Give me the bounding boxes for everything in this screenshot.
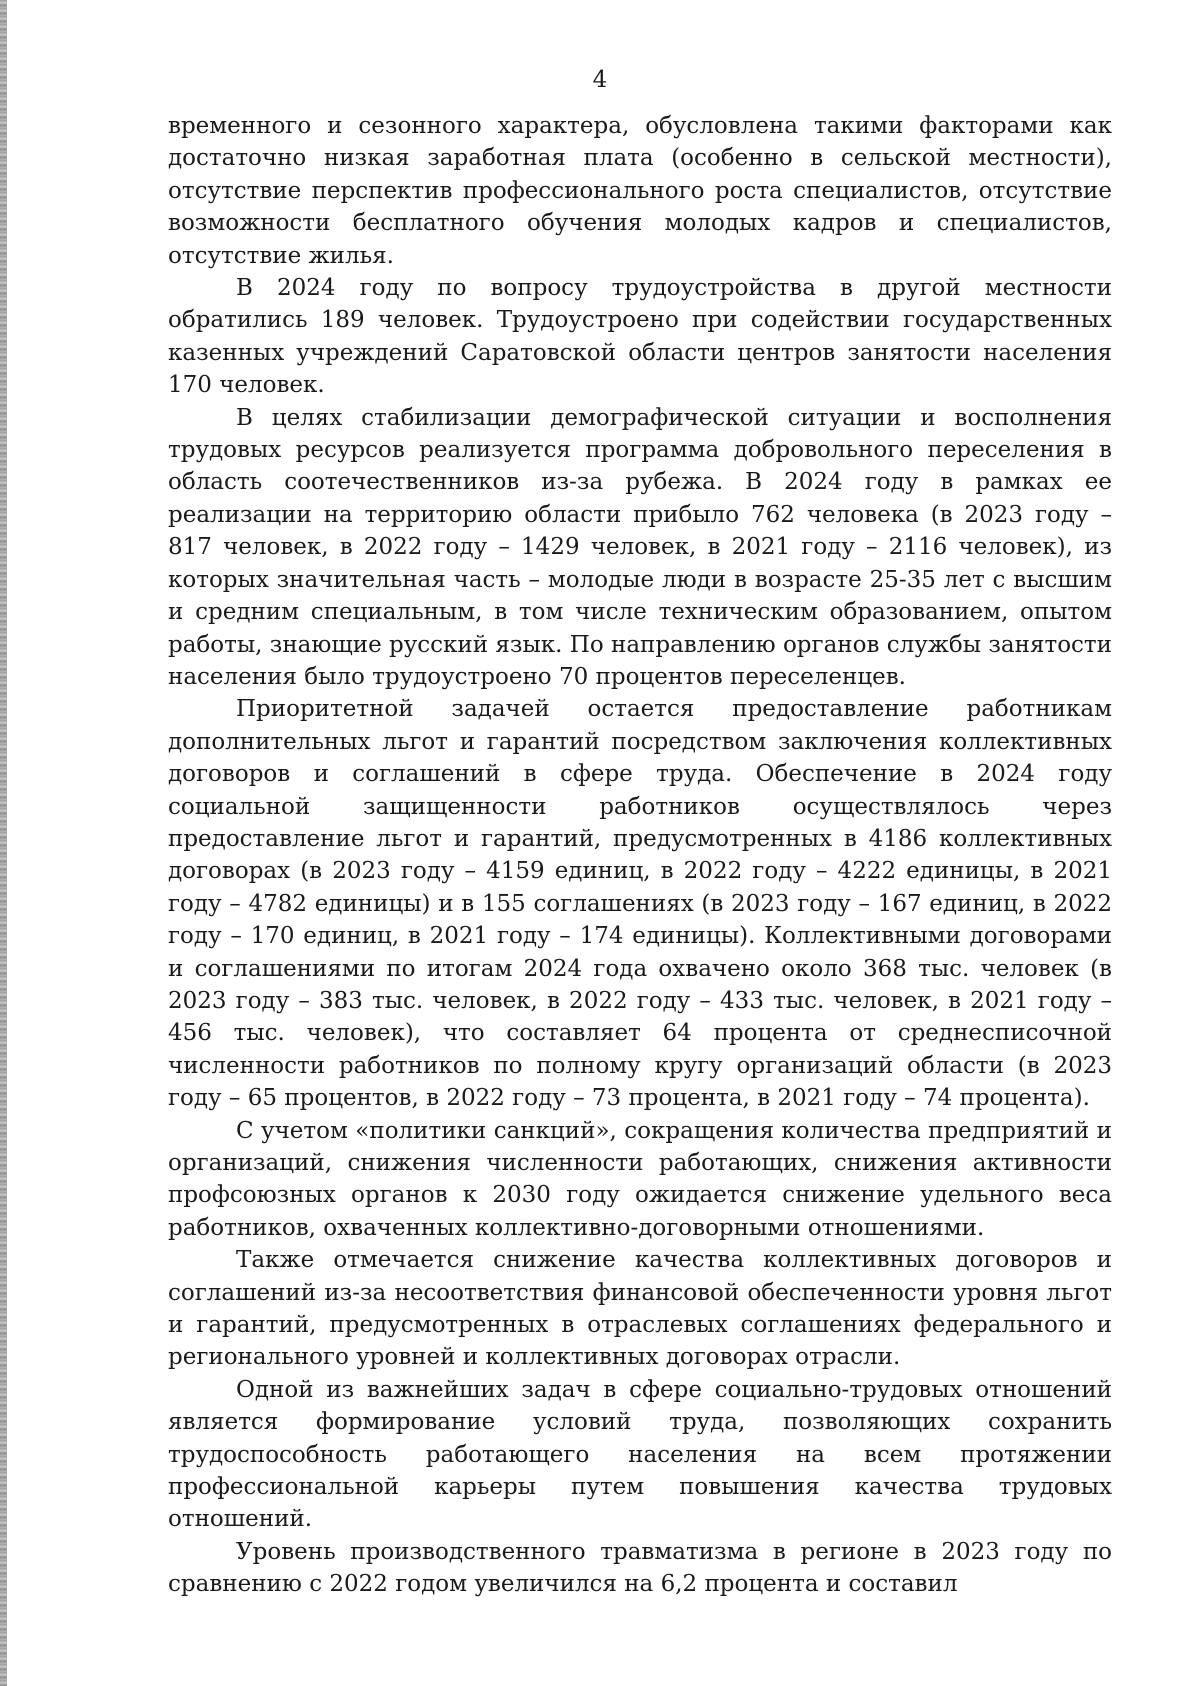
paragraph-8: Уровень производственного травматизма в регионе в 2023 году по сравнению с 2022 годом увеличился на 6,2 процента и составил bbox=[168, 1538, 1112, 1598]
paragraph-4: Приоритетной задачей остается предоставление работникам дополнительных льгот и гарантий посредством заключения коллективных договоров и соглашений в сфере труда. Обеспечение в 2024 году социальной защищенности работников осуществлялось через предоставление льгот и гарантий, предусмотренных в 4186 коллективных договорах (в 2023 году – 4159 единиц, в 2022 году – 4222 единицы, в 2021 году – 4782 единицы) и в 155 соглашениях (в 2023 году – 167 единиц, в 2022 году – 170 единиц, в 2021 году – 174 единицы). Коллективными договорами и соглашениями по итогам 2024 года охвачено около 368 тыс. человек (в 2023 году – 383 тыс. человек, в 2022 году – 433 тыс. человек, в 2021 году – 456 тыс. человек), что составляет 64 процента от среднесписочной численности работников по полному кругу организаций области (в 2023 году – 65 процентов, в 2022 году – 73 процента, в 2021 году – 74 процента). bbox=[168, 696, 1112, 1112]
page-number: 4 bbox=[592, 67, 608, 93]
scan-edge-decoration bbox=[0, 0, 7, 1686]
paragraph-5: С учетом «политики санкций», сокращения количества предприятий и организаций, снижения численности работающих, снижения активности профсоюзных органов к 2030 году ожидается снижение удельного веса работников, охваченных коллективно-договорными отношениями. bbox=[168, 1117, 1112, 1241]
paragraph-6: Также отмечается снижение качества коллективных договоров и соглашений из-за несоответствия финансовой обеспеченности уровня льгот и гарантий, предусмотренных в отраслевых соглашениях федерального и регионального уровней и коллективных договорах отрасли. bbox=[168, 1247, 1112, 1371]
paragraph-2: В 2024 году по вопросу трудоустройства в другой местности обратились 189 человек. Трудоустроено при содействии государственных казенных учреждений Саратовской области центров занятости населения 170 человек. bbox=[168, 275, 1112, 399]
paragraph-1: временного и сезонного характера, обусловлена такими факторами как достаточно низкая заработная плата (особенно в сельской местности), отсутствие перспектив профессионального роста специалистов, отсутствие возможности бесплатного обучения молодых кадров и специалистов, отсутствие жилья. bbox=[168, 113, 1112, 269]
document-body bbox=[168, 110, 1112, 1601]
paragraph-3: В целях стабилизации демографической ситуации и восполнения трудовых ресурсов реализуется программа добровольного переселения в область соотечественников из-за рубежа. В 2024 году в рамках ее реализации на территорию области прибыло 762 человека (в 2023 году – 817 человек, в 2022 году – 1429 человек, в 2021 году – 2116 человек), из которых значительная часть – молодые люди в возрасте 25-35 лет с высшим и средним специальным, в том числе техническим образованием, опытом работы, знающие русский язык. По направлению органов службы занятости населения было трудоустроено 70 процентов переселенцев. bbox=[168, 404, 1112, 690]
paragraph-7: Одной из важнейших задач в сфере социально-трудовых отношений является формирование условий труда, позволяющих сохранить трудоспособность работающего населения на всем протяжении профессиональной карьеры путем повышения качества трудовых отношений. bbox=[168, 1376, 1112, 1533]
